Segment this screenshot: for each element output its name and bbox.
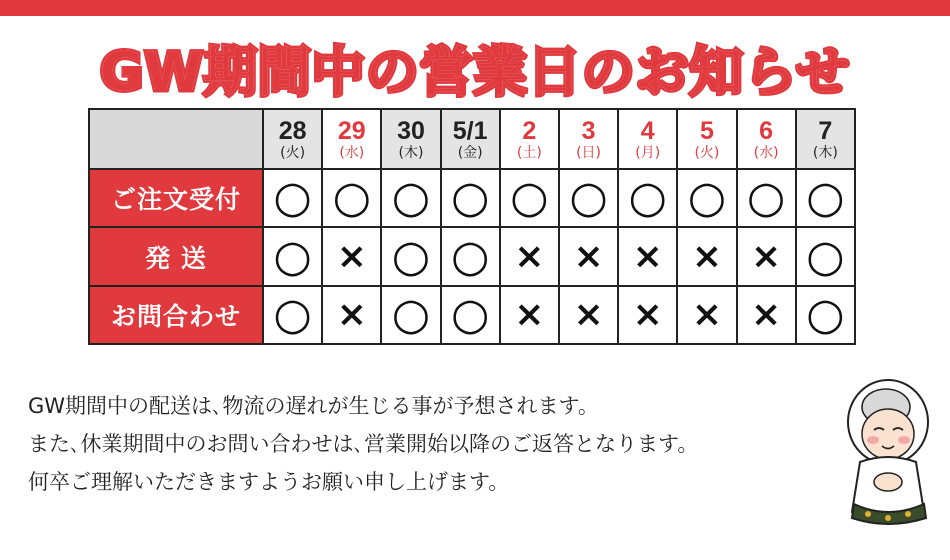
status-mark: × (691, 293, 722, 335)
day-weekday: (水) (753, 144, 779, 161)
status-cell (737, 169, 796, 227)
status-mark: × (632, 235, 663, 277)
status-cell (677, 169, 736, 227)
status-cell (618, 169, 677, 227)
notice-line: また､休業期間中のお問い合わせは､営業開始以降のご返答となります。 (28, 432, 699, 456)
status-cell (441, 286, 500, 344)
status-cell (441, 227, 500, 285)
status-cell (441, 169, 500, 227)
day-header (737, 109, 796, 169)
day-weekday: (金) (457, 144, 483, 161)
day-header (263, 109, 322, 169)
day-weekday: (火) (280, 144, 306, 161)
status-mark: ○ (806, 288, 845, 340)
day-header (381, 109, 440, 169)
row-label: 発 送 (89, 227, 263, 285)
day-number: 5/1 (452, 116, 488, 145)
day-number: 5 (699, 116, 714, 145)
status-cell (737, 227, 796, 285)
status-cell (500, 286, 559, 344)
status-cell (263, 286, 322, 344)
day-header (796, 109, 855, 169)
status-cell (677, 286, 736, 344)
day-header (618, 109, 677, 169)
day-number: 4 (640, 116, 655, 145)
status-mark: × (514, 235, 545, 277)
page-title: GW期間中の営業日のお知らせ (99, 42, 851, 103)
status-mark: ○ (450, 230, 490, 282)
status-cell (263, 169, 322, 227)
header-corner-cell (89, 109, 263, 169)
status-mark: × (751, 235, 782, 277)
status-mark: ○ (391, 172, 431, 224)
day-header (677, 109, 736, 169)
row-label: お問合わせ (89, 286, 263, 344)
day-header (441, 109, 500, 169)
row-order-acceptance (89, 169, 855, 227)
day-weekday: (火) (694, 144, 720, 161)
day-weekday: (日) (576, 144, 601, 161)
day-number: 7 (818, 116, 833, 145)
status-mark: ○ (806, 230, 845, 282)
status-mark: × (514, 293, 545, 335)
status-cell (559, 227, 618, 285)
status-cell (559, 169, 618, 227)
status-mark: ○ (450, 172, 490, 224)
status-mark: ○ (687, 172, 727, 224)
status-mark: ○ (746, 172, 786, 224)
status-cell (677, 227, 736, 285)
schedule-header-row (89, 109, 855, 169)
status-cell (322, 169, 381, 227)
status-mark: × (691, 235, 722, 277)
status-mark: × (751, 293, 782, 335)
status-cell (559, 286, 618, 344)
status-cell (381, 169, 440, 227)
status-mark: ○ (391, 288, 431, 340)
day-number: 30 (397, 116, 425, 145)
day-weekday: (木) (398, 144, 424, 161)
day-header (322, 109, 381, 169)
status-cell (500, 169, 559, 227)
notice-line: GW期間中の配送は､物流の遅れが生じる事が予想されます。 (28, 394, 599, 418)
grandmother-mascot-icon (838, 372, 938, 532)
status-mark: × (632, 293, 663, 335)
status-cell (796, 286, 855, 344)
day-header (559, 109, 618, 169)
row-shipping (89, 227, 855, 285)
status-cell (796, 169, 855, 227)
status-mark: ○ (806, 172, 845, 224)
status-mark: ○ (273, 288, 312, 340)
status-mark: × (336, 293, 367, 335)
status-mark: ○ (391, 230, 431, 282)
status-mark: ○ (510, 172, 549, 224)
day-number: 2 (522, 116, 537, 145)
day-number: 29 (337, 116, 366, 145)
status-mark: ○ (273, 172, 312, 224)
top-accent-bar (0, 0, 950, 16)
status-mark: × (336, 235, 367, 277)
row-inquiries (89, 286, 855, 344)
day-header (500, 109, 559, 169)
status-cell (381, 227, 440, 285)
status-mark: ○ (569, 172, 608, 224)
status-cell (618, 286, 677, 344)
status-mark: × (573, 235, 604, 277)
status-cell (381, 286, 440, 344)
notice-line: 何卒ご理解いただきますようお願い申し上げます。 (28, 470, 510, 494)
status-mark: ○ (273, 230, 312, 282)
status-cell (618, 227, 677, 285)
row-label: ご注文受付 (89, 169, 263, 227)
day-weekday: (木) (812, 144, 838, 161)
status-mark: × (573, 293, 604, 335)
status-mark: ○ (332, 172, 371, 224)
notice-text (28, 392, 858, 506)
status-cell (737, 286, 796, 344)
status-cell (322, 286, 381, 344)
day-weekday: (土) (516, 144, 542, 161)
status-cell (500, 227, 559, 285)
status-mark: ○ (450, 288, 490, 340)
status-cell (796, 227, 855, 285)
day-weekday: (水) (339, 144, 365, 161)
schedule-table (88, 108, 856, 345)
status-mark: ○ (628, 172, 667, 224)
day-number: 6 (759, 116, 774, 145)
status-cell (322, 227, 381, 285)
day-number: 3 (581, 116, 596, 145)
day-number: 28 (278, 116, 307, 145)
day-weekday: (月) (635, 144, 661, 161)
status-cell (263, 227, 322, 285)
